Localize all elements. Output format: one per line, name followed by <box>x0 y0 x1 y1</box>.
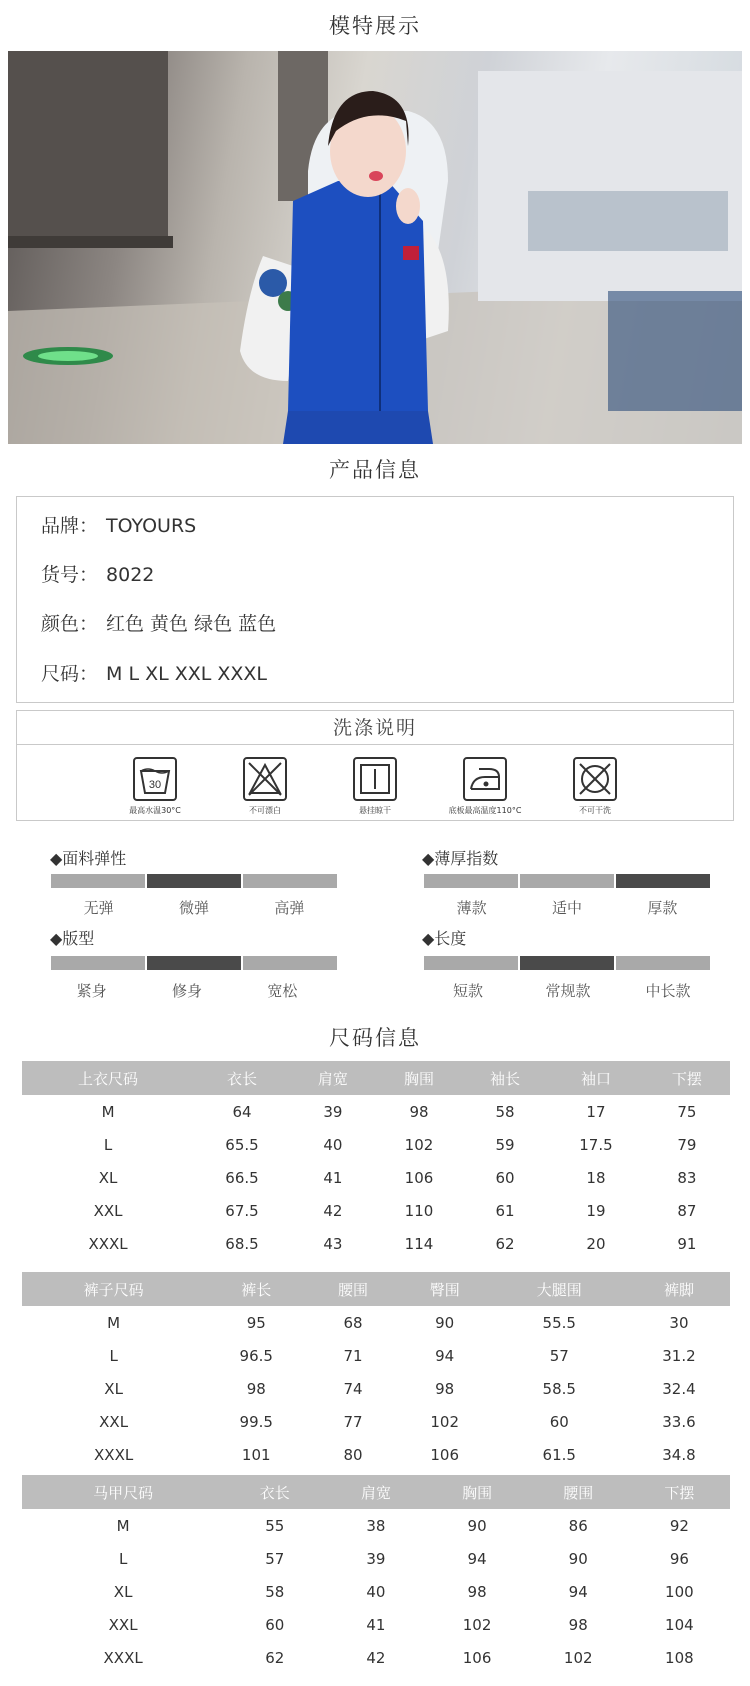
table-cell: 99.5 <box>239 1412 273 1431</box>
table-header-cell: 腰围 <box>307 1272 399 1306</box>
table-row <box>22 1405 730 1438</box>
table-cell: 57 <box>265 1549 285 1568</box>
table-cell: XXXL <box>94 1445 134 1464</box>
table-cell: 33.6 <box>662 1412 696 1431</box>
bar-segment <box>520 956 614 970</box>
table-cell: 98 <box>568 1615 588 1634</box>
table-cell: 98 <box>467 1582 487 1601</box>
table-cell: 98 <box>435 1379 455 1398</box>
attr-option: 宽松 <box>267 982 298 1000</box>
table-cell: 68.5 <box>225 1234 259 1253</box>
wash-temp-number: 30 <box>148 779 162 791</box>
table-row <box>22 1608 730 1641</box>
table-header-cell: 大腿围 <box>491 1272 628 1306</box>
table-cell: 108 <box>665 1648 694 1667</box>
table-cell: 98 <box>246 1379 266 1398</box>
table-cell: M <box>116 1516 130 1535</box>
table-row <box>22 1339 730 1372</box>
table-cell: 42 <box>323 1201 343 1220</box>
bar-segment <box>243 956 337 970</box>
table-header-row <box>22 1061 730 1095</box>
table-cell: XXXL <box>88 1234 128 1253</box>
vest-size-table <box>22 1475 730 1674</box>
info-color-value: 红色 黄色 绿色 蓝色 <box>106 613 277 635</box>
size-section-title: 尺码信息 <box>329 1026 421 1050</box>
table-cell: 90 <box>435 1313 455 1332</box>
wash-item <box>115 757 195 816</box>
table-row <box>22 1161 730 1194</box>
attr-length-labels <box>418 980 718 1001</box>
table-header-cell: 肩宽 <box>290 1061 376 1095</box>
table-header-cell: 胸围 <box>427 1475 528 1509</box>
table-cell: 17 <box>586 1102 606 1121</box>
table-header-cell: 下摆 <box>644 1061 730 1095</box>
table-cell: L <box>103 1135 113 1154</box>
wash-30-icon <box>133 757 177 801</box>
table-header-cell: 下摆 <box>629 1475 730 1509</box>
table-header-cell: 裤子尺码 <box>22 1272 205 1306</box>
table-row <box>22 1509 730 1542</box>
table-row <box>22 1372 730 1405</box>
table-row <box>22 1095 730 1128</box>
table-cell: 75 <box>677 1102 697 1121</box>
table-cell: 58 <box>495 1102 515 1121</box>
wash-item <box>555 757 635 816</box>
table-cell: 20 <box>586 1234 606 1253</box>
table-cell: 62 <box>495 1234 515 1253</box>
model-section-title: 模特展示 <box>329 14 421 38</box>
info-size-label: 尺码： <box>41 663 99 685</box>
top-size-table <box>22 1061 730 1260</box>
table-cell: XXXL <box>103 1648 143 1667</box>
info-item-no <box>41 560 154 587</box>
attr-thickness-labels <box>424 897 710 918</box>
table-cell: 90 <box>568 1549 588 1568</box>
table-cell: 64 <box>232 1102 252 1121</box>
attr-option: 无弹 <box>83 899 114 917</box>
attr-option: 修身 <box>171 982 202 1000</box>
attr-option: 高弹 <box>274 899 305 917</box>
table-cell: 39 <box>323 1102 343 1121</box>
table-cell: 98 <box>409 1102 429 1121</box>
table-header-cell: 袖口 <box>548 1061 644 1095</box>
wash-caption: 不可漂白 <box>249 806 281 815</box>
table-cell: 92 <box>669 1516 689 1535</box>
table-cell: 94 <box>435 1346 455 1365</box>
table-cell: 68 <box>343 1313 363 1332</box>
table-cell: 39 <box>366 1549 386 1568</box>
table-cell: L <box>109 1346 118 1365</box>
attr-thickness-bar <box>424 874 710 888</box>
table-cell: 61.5 <box>542 1445 576 1464</box>
wash-caption: 底板最高温度110°C <box>448 806 522 815</box>
attr-option: 紧身 <box>76 982 107 1000</box>
table-row <box>22 1194 730 1227</box>
table-cell: 71 <box>343 1346 363 1365</box>
table-cell: 41 <box>366 1615 386 1634</box>
table-cell: 102 <box>563 1648 593 1667</box>
table-cell: L <box>118 1549 128 1568</box>
table-cell: 101 <box>241 1445 271 1464</box>
table-row <box>22 1641 730 1674</box>
table-cell: 38 <box>366 1516 386 1535</box>
table-header-cell: 胸围 <box>376 1061 462 1095</box>
table-cell: XL <box>104 1379 123 1398</box>
info-brand-label: 品牌： <box>41 515 99 537</box>
table-cell: 59 <box>495 1135 515 1154</box>
table-cell: 65.5 <box>225 1135 259 1154</box>
table-cell: 18 <box>586 1168 606 1187</box>
table-cell: 17.5 <box>579 1135 613 1154</box>
table-cell: 19 <box>586 1201 606 1220</box>
bar-segment <box>424 874 518 888</box>
table-cell: 60 <box>265 1615 285 1634</box>
table-cell: 80 <box>343 1445 363 1464</box>
table-cell: 100 <box>665 1582 694 1601</box>
table-cell: 102 <box>462 1615 492 1634</box>
table-header-cell: 衣长 <box>194 1061 290 1095</box>
table-header-cell: 衣长 <box>224 1475 325 1509</box>
table-cell: 32.4 <box>662 1379 696 1398</box>
wash-item <box>225 757 305 816</box>
wash-title: 洗涤说明 <box>17 711 733 745</box>
wash-caption: 不可干洗 <box>579 806 611 815</box>
table-cell: 77 <box>343 1412 363 1431</box>
table-cell: 102 <box>430 1412 460 1431</box>
table-cell: 61 <box>495 1201 515 1220</box>
wash-item <box>335 757 415 816</box>
bar-segment <box>424 956 518 970</box>
table-cell: 40 <box>323 1135 343 1154</box>
attr-elasticity-labels <box>51 897 337 918</box>
table-row <box>22 1542 730 1575</box>
table-cell: 31.2 <box>662 1346 696 1365</box>
table-cell: XXL <box>99 1412 129 1431</box>
table-cell: 110 <box>404 1201 434 1220</box>
table-cell: 106 <box>462 1648 492 1667</box>
table-row <box>22 1575 730 1608</box>
table-cell: 87 <box>677 1201 697 1220</box>
table-cell: 79 <box>677 1135 697 1154</box>
table-header-cell: 袖长 <box>462 1061 548 1095</box>
table-header-row <box>22 1272 730 1306</box>
table-cell: 30 <box>669 1313 689 1332</box>
table-cell: XXL <box>108 1615 138 1634</box>
table-cell: 114 <box>404 1234 434 1253</box>
table-cell: 66.5 <box>225 1168 259 1187</box>
attr-option: 厚款 <box>647 899 678 917</box>
attr-elasticity-bar <box>51 874 337 888</box>
wash-box <box>16 710 734 821</box>
table-cell: 62 <box>265 1648 285 1667</box>
info-brand <box>41 511 196 538</box>
table-cell: 60 <box>495 1168 515 1187</box>
table-cell: 90 <box>467 1516 487 1535</box>
table-row <box>22 1306 730 1339</box>
table-row <box>22 1128 730 1161</box>
table-cell: 34.8 <box>662 1445 696 1464</box>
attr-thickness-title: ◆薄厚指数 <box>422 849 499 868</box>
table-cell: M <box>101 1102 115 1121</box>
attr-option: 中长款 <box>645 982 691 1000</box>
wash-caption: 悬挂晾干 <box>359 806 391 815</box>
table-cell: 86 <box>568 1516 588 1535</box>
info-brand-value: TOYOURS <box>106 515 197 537</box>
bar-segment <box>520 874 614 888</box>
attr-option: 薄款 <box>456 899 487 917</box>
table-cell: XXL <box>93 1201 123 1220</box>
info-item-no-value: 8022 <box>106 564 155 586</box>
table-cell: 94 <box>568 1582 588 1601</box>
table-cell: 58 <box>265 1582 285 1601</box>
table-cell: 94 <box>467 1549 487 1568</box>
table-cell: 67.5 <box>225 1201 259 1220</box>
info-color <box>41 609 276 636</box>
table-header-cell: 肩宽 <box>325 1475 426 1509</box>
attr-length-title: ◆长度 <box>422 929 467 948</box>
table-cell: 42 <box>366 1648 386 1667</box>
table-cell: 43 <box>323 1234 343 1253</box>
attr-fit-labels <box>44 980 330 1001</box>
table-header-cell: 腰围 <box>528 1475 629 1509</box>
info-item-no-label: 货号： <box>41 564 99 586</box>
table-cell: 91 <box>677 1234 697 1253</box>
info-size <box>41 659 267 686</box>
table-header-cell: 裤长 <box>205 1272 307 1306</box>
table-cell: 55 <box>265 1516 285 1535</box>
product-section-title: 产品信息 <box>329 458 421 482</box>
attr-length-bar <box>424 956 710 970</box>
attr-fit-bar <box>51 956 337 970</box>
attr-option: 微弹 <box>178 899 209 917</box>
no-dryclean-icon <box>573 757 617 801</box>
table-cell: XL <box>113 1582 133 1601</box>
table-cell: 96 <box>669 1549 689 1568</box>
table-cell: 40 <box>366 1582 386 1601</box>
table-cell: 96.5 <box>239 1346 273 1365</box>
table-cell: 106 <box>430 1445 460 1464</box>
attr-option: 常规款 <box>545 982 591 1000</box>
bar-segment <box>51 874 145 888</box>
table-row <box>22 1438 730 1471</box>
table-row <box>22 1227 730 1260</box>
product-info-box <box>16 496 734 703</box>
attr-elasticity-title: ◆面料弹性 <box>50 849 127 868</box>
wash-caption: 最高水温30°C <box>129 806 181 815</box>
pants-size-table <box>22 1272 730 1471</box>
table-header-cell: 臀围 <box>399 1272 491 1306</box>
bar-segment <box>147 874 241 888</box>
table-cell: 74 <box>343 1379 363 1398</box>
table-cell: 83 <box>677 1168 697 1187</box>
table-cell: 102 <box>404 1135 434 1154</box>
bar-segment <box>51 956 145 970</box>
table-cell: 95 <box>246 1313 266 1332</box>
hang-dry-icon <box>353 757 397 801</box>
no-bleach-icon <box>243 757 287 801</box>
attr-option: 适中 <box>551 899 582 917</box>
table-cell: 41 <box>323 1168 343 1187</box>
table-header-cell: 马甲尺码 <box>22 1475 224 1509</box>
bar-segment <box>147 956 241 970</box>
table-cell: XL <box>98 1168 118 1187</box>
attr-option: 短款 <box>452 982 483 1000</box>
table-cell: 55.5 <box>542 1313 576 1332</box>
table-cell: 104 <box>665 1615 694 1634</box>
wash-item <box>445 757 525 816</box>
bar-segment <box>243 874 337 888</box>
table-cell: M <box>107 1313 121 1332</box>
iron-icon <box>463 757 507 801</box>
table-header-cell: 上衣尺码 <box>22 1061 194 1095</box>
table-cell: 57 <box>549 1346 569 1365</box>
bar-segment <box>616 874 710 888</box>
bar-segment <box>616 956 710 970</box>
info-size-value: M L XL XXL XXXL <box>106 663 268 685</box>
attr-fit-title: ◆版型 <box>50 929 95 948</box>
table-header-row <box>22 1475 730 1509</box>
table-cell: 106 <box>404 1168 434 1187</box>
info-color-label: 颜色： <box>41 613 99 635</box>
table-cell: 60 <box>549 1412 569 1431</box>
table-header-cell: 裤脚 <box>628 1272 730 1306</box>
model-photo <box>8 51 742 444</box>
table-cell: 58.5 <box>542 1379 576 1398</box>
